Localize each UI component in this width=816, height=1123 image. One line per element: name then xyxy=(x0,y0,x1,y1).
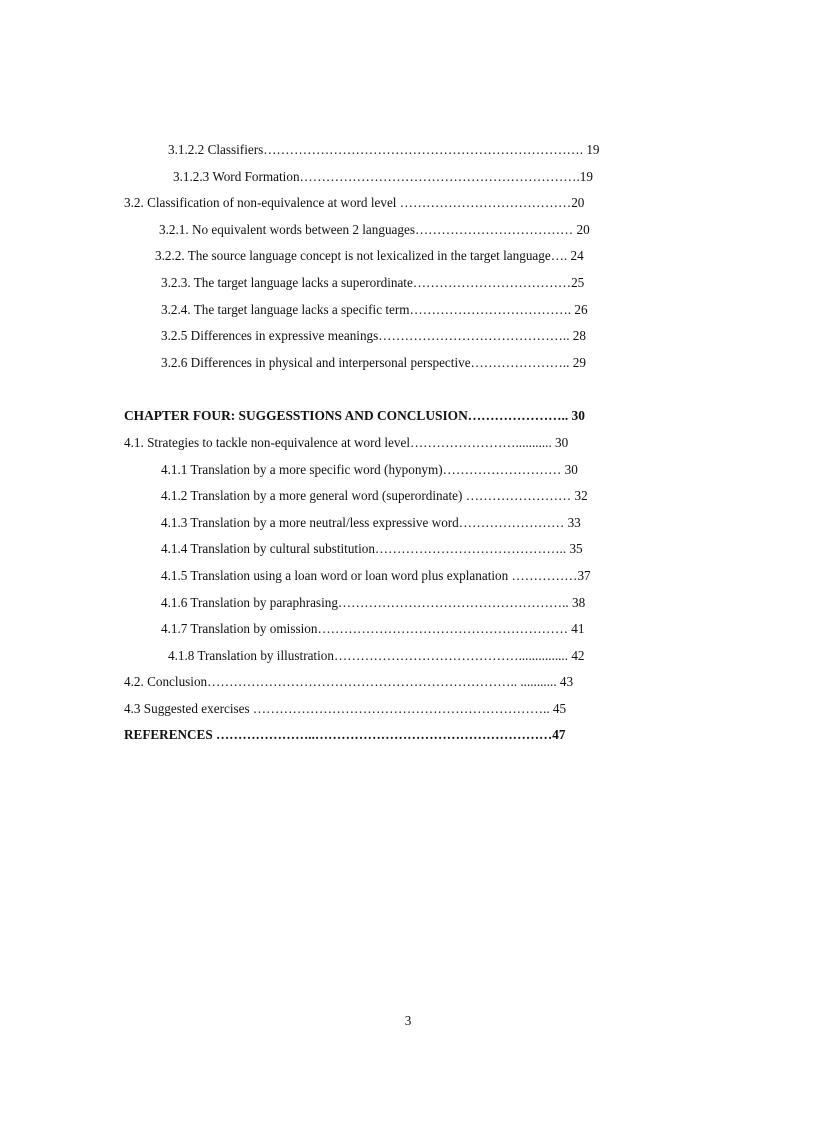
toc-entry-3-2-1[interactable]: 3.2.1. No equivalent words between 2 languages……………………………… 20 xyxy=(159,221,590,237)
section-gap xyxy=(124,380,684,407)
toc-entry-3-2[interactable]: 3.2. Classification of non-equivalence at word level …………………………………20 xyxy=(124,195,585,211)
toc-entry-4-2[interactable]: 4.2. Conclusion…………………………………………………………….. ........... 43 xyxy=(124,674,574,690)
toc-entry-4-1-8[interactable]: 4.1.8 Translation by illustration……………………………………............... 42 xyxy=(168,647,585,663)
toc-entry-3-2-3[interactable]: 3.2.3. The target language lacks a superordinate………………………………25 xyxy=(161,274,585,290)
toc-entry-3-1-2-3[interactable]: 3.1.2.3 Word Formation……………………………………………………….19 xyxy=(173,168,593,184)
toc-references[interactable]: REFERENCES …………………..………………………………………………47 xyxy=(124,727,566,743)
toc-entry-4-1-2[interactable]: 4.1.2 Translation by a more general word (superordinate) …………………… 32 xyxy=(161,488,588,504)
toc-entry-4-1-7[interactable]: 4.1.7 Translation by omission………………………………………………… 41 xyxy=(161,621,585,637)
toc-entry-3-1-2-2[interactable]: 3.1.2.2 Classifiers………………………………………………………………. 19 xyxy=(168,142,600,157)
toc-entry-3-2-6[interactable]: 3.2.6 Differences in physical and interpersonal perspective………………….. 29 xyxy=(161,354,586,370)
toc-chapter-four[interactable]: CHAPTER FOUR: SUGGESSTIONS AND CONCLUSION………………….. 30 xyxy=(124,408,585,424)
toc-entry-4-1-1[interactable]: 4.1.1 Translation by a more specific word (hyponym)……………………… 30 xyxy=(161,461,578,477)
toc-entry-4-1[interactable]: 4.1. Strategies to tackle non-equivalence at word level……………………........... 30 xyxy=(124,434,569,450)
page-number: 3 xyxy=(404,1013,412,1028)
table-of-contents xyxy=(124,141,684,753)
toc-entry-4-3[interactable]: 4.3 Suggested exercises ………………………………………………………….. 45 xyxy=(124,700,567,716)
toc-entry-3-2-5[interactable]: 3.2.5 Differences in expressive meanings…………………………………….. 28 xyxy=(161,328,586,344)
toc-entry-4-1-4[interactable]: 4.1.4 Translation by cultural substitution…………………………………….. 35 xyxy=(161,541,583,557)
toc-entry-3-2-2[interactable]: 3.2.2. The source language concept is not lexicalized in the target language…. 24 xyxy=(155,248,584,264)
toc-entry-4-1-6[interactable]: 4.1.6 Translation by paraphrasing…………………………………………….. 38 xyxy=(161,594,586,610)
toc-entry-3-2-4[interactable]: 3.2.4. The target language lacks a specific term………………………………. 26 xyxy=(161,301,588,317)
toc-entry-4-1-5[interactable]: 4.1.5 Translation using a loan word or loan word plus explanation ……………37 xyxy=(161,567,591,583)
toc-entry-4-1-3[interactable]: 4.1.3 Translation by a more neutral/less expressive word…………………… 33 xyxy=(161,514,581,530)
